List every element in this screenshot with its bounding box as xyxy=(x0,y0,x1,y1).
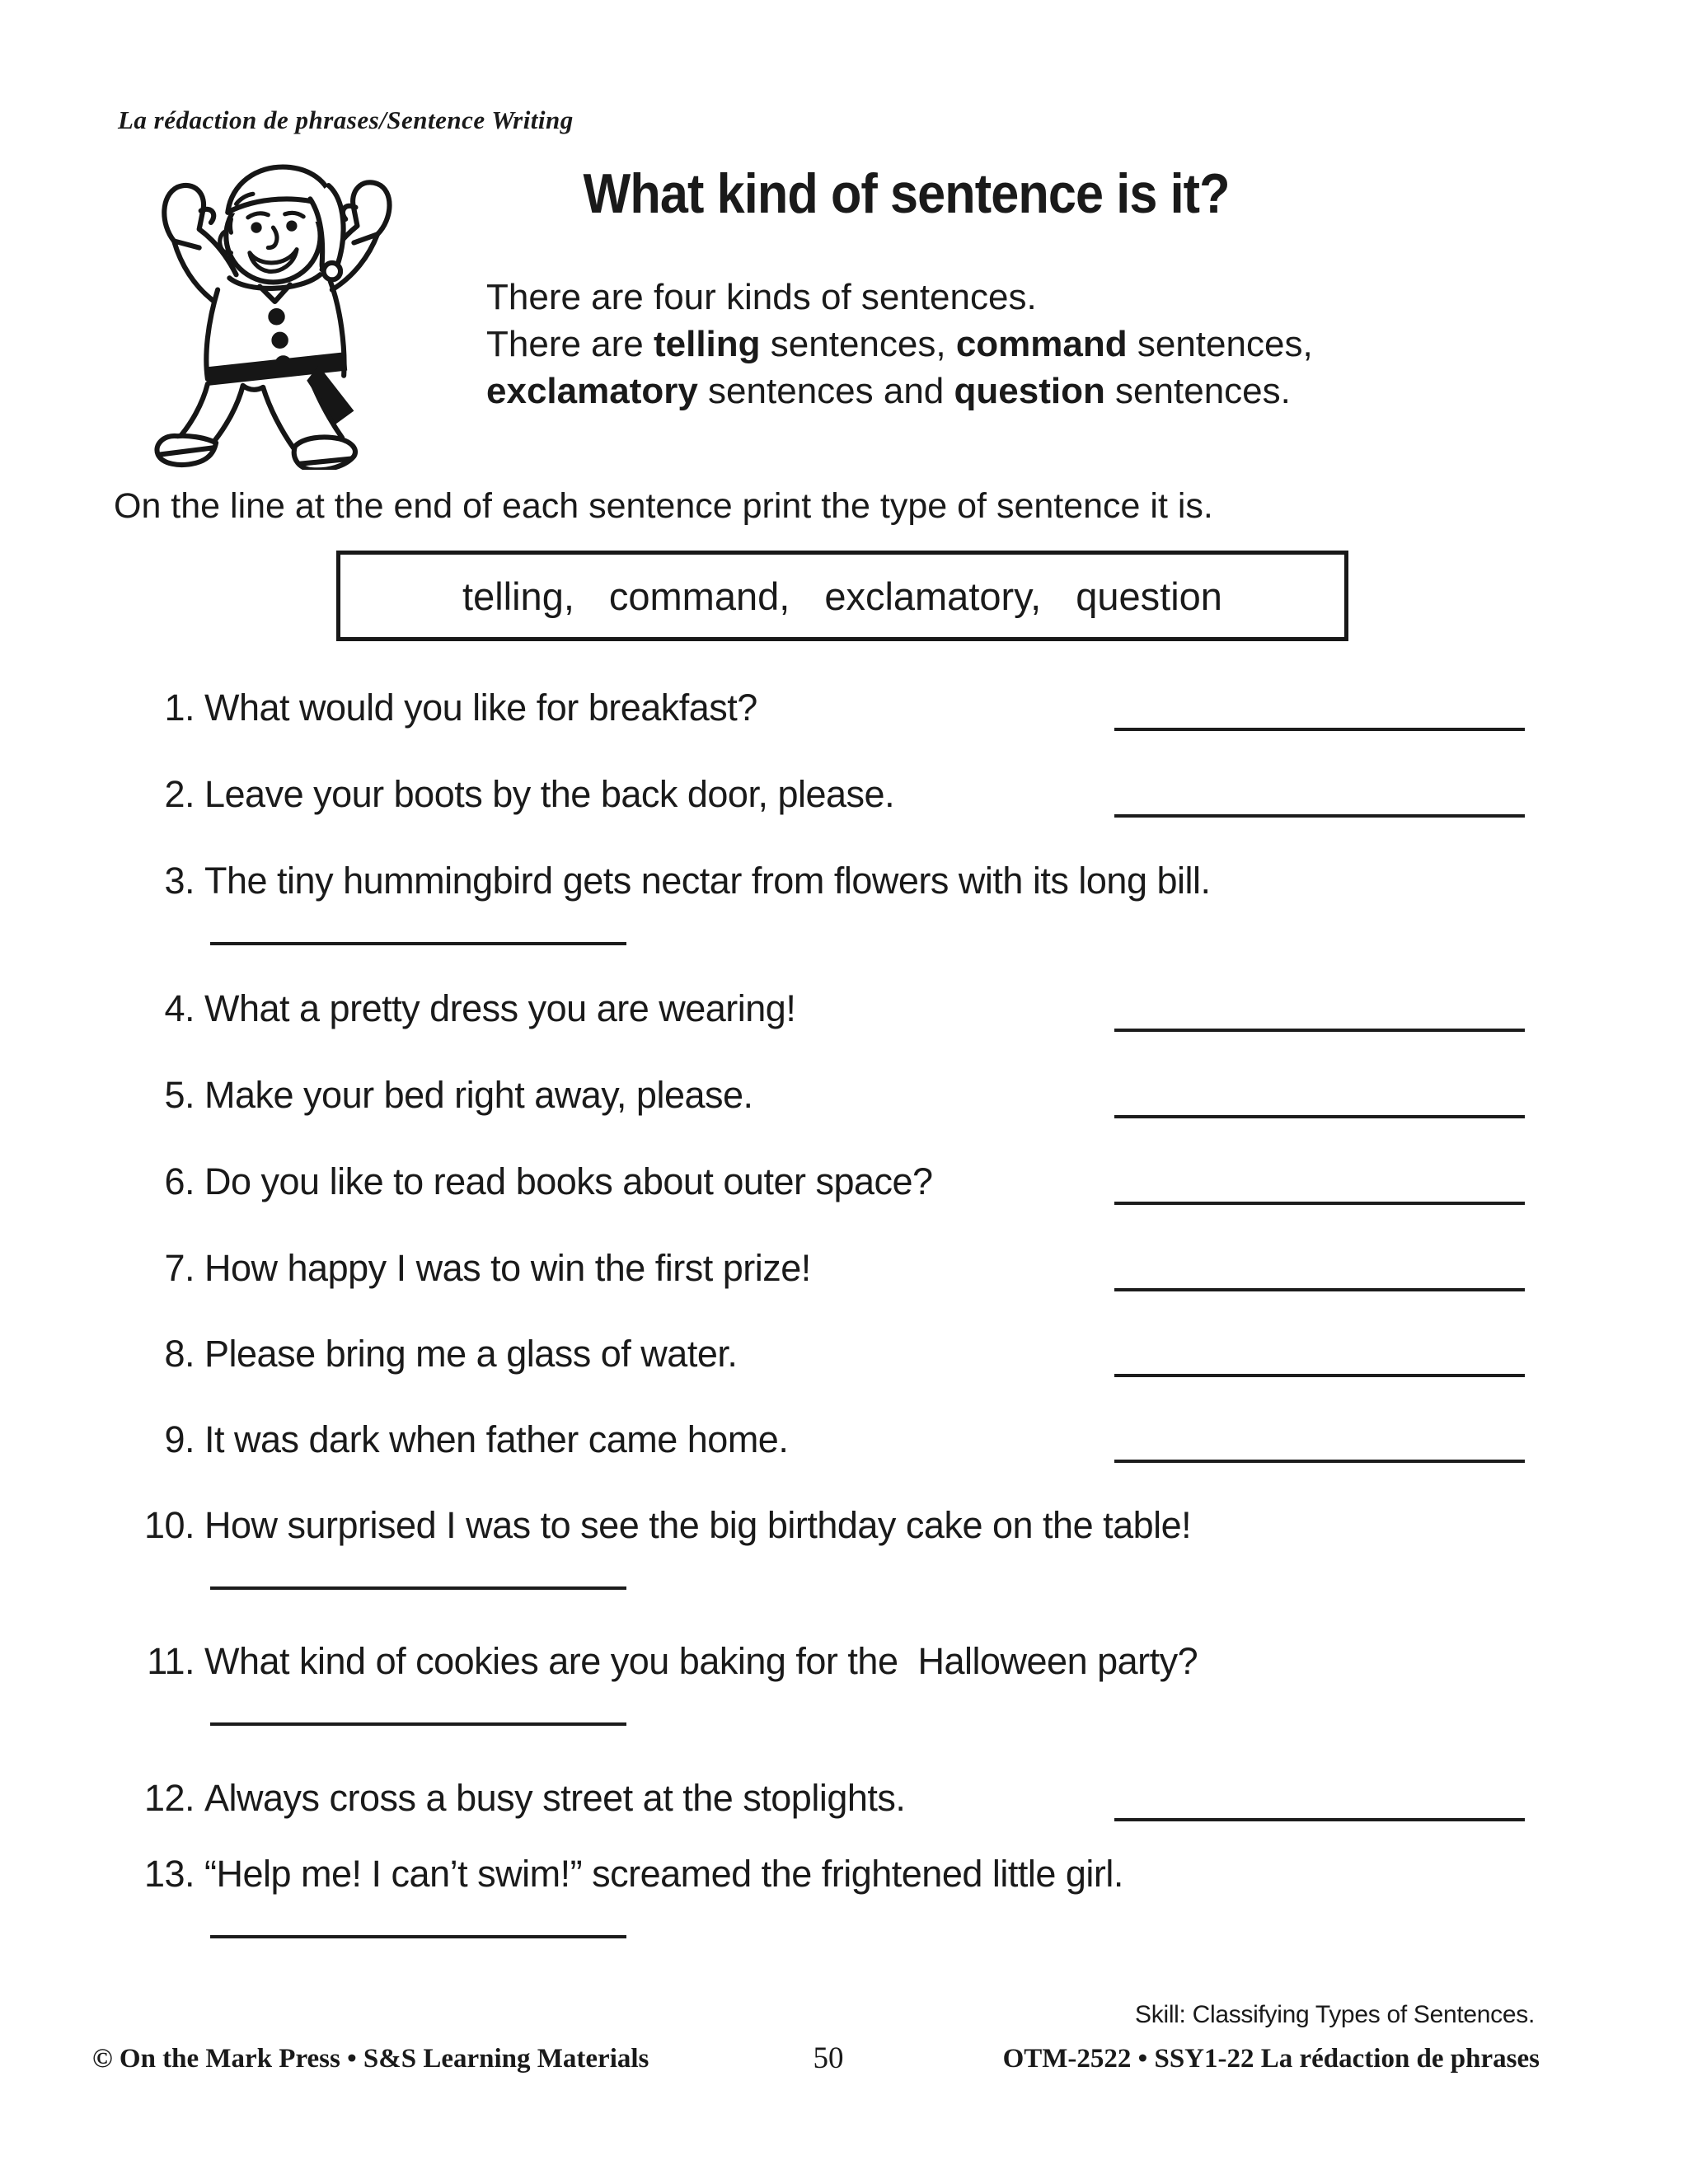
sentence-text: Make your bed right away, please. xyxy=(204,1074,753,1116)
answer-blank[interactable] xyxy=(210,1935,626,1938)
skill-note: Skill: Classifying Types of Sentences. xyxy=(1135,2001,1535,2028)
word-bank-term: exclamatory, xyxy=(824,574,1042,618)
intro-line xyxy=(486,368,1313,415)
sentence-text: Please bring me a glass of water. xyxy=(204,1333,738,1375)
sentence-item xyxy=(0,1853,1688,1902)
intro-text-segment: sentences, xyxy=(1127,324,1313,364)
sentence-text: Always cross a busy street at the stoplights. xyxy=(204,1777,906,1819)
word-bank-term: command, xyxy=(608,574,790,618)
sentence-text: The tiny hummingbird gets nectar from flowers with its long bill. xyxy=(204,860,1211,902)
product-code: OTM-2522 • SSY1-22 La rédaction de phrases xyxy=(1002,2044,1540,2074)
item-number: 8. xyxy=(164,1333,195,1375)
sentence-type-term: command xyxy=(955,324,1128,364)
cheering-child-illustration xyxy=(130,142,420,470)
item-number: 11. xyxy=(147,1640,195,1682)
intro-line xyxy=(486,274,1313,321)
intro-text-segment: sentences and xyxy=(697,371,954,411)
word-bank xyxy=(336,551,1348,641)
sentence-type-term: telling xyxy=(653,324,761,364)
page-number: 50 xyxy=(813,2041,844,2075)
item-number: 9. xyxy=(164,1418,195,1460)
answer-blank[interactable] xyxy=(1114,1288,1525,1291)
sentence-text: Leave your boots by the back door, please. xyxy=(204,773,895,815)
sentence-item xyxy=(0,860,1688,909)
answer-blank[interactable] xyxy=(1114,1202,1525,1205)
sentence-text: It was dark when father came home. xyxy=(204,1418,789,1460)
answer-blank[interactable] xyxy=(1114,1818,1525,1821)
intro-line xyxy=(486,321,1313,368)
sentence-item xyxy=(0,1640,1688,1690)
item-number: 5. xyxy=(164,1074,195,1116)
answer-blank[interactable] xyxy=(1114,728,1525,731)
answer-blank[interactable] xyxy=(1114,1115,1525,1118)
item-number: 13. xyxy=(143,1853,195,1895)
item-number: 1. xyxy=(164,687,195,729)
page-title xyxy=(429,162,1385,226)
answer-blank[interactable] xyxy=(1114,1460,1525,1463)
word-bank-term: telling, xyxy=(462,574,574,618)
sentence-text: What would you like for breakfast? xyxy=(204,687,757,729)
item-number: 3. xyxy=(164,860,195,902)
sentence-text: Do you like to read books about outer space? xyxy=(204,1160,933,1202)
page-title-text: What kind of sentence is it? xyxy=(583,162,1231,225)
word-bank-term: question xyxy=(1076,574,1222,618)
sentence-text: How happy I was to win the first prize! xyxy=(204,1247,811,1289)
answer-blank[interactable] xyxy=(1114,814,1525,818)
answer-blank[interactable] xyxy=(1114,1374,1525,1377)
sentence-type-term: question xyxy=(954,371,1105,411)
intro-text xyxy=(486,274,1313,415)
sentence-text: What a pretty dress you are wearing! xyxy=(204,987,796,1029)
intro-text-segment: There are xyxy=(486,324,654,364)
sentence-text: How surprised I was to see the big birthday cake on the table! xyxy=(204,1504,1192,1546)
intro-text-segment: sentences, xyxy=(760,324,956,364)
sentence-text: What kind of cookies are you baking for the Halloween party? xyxy=(204,1640,1198,1682)
answer-blank[interactable] xyxy=(210,1722,626,1726)
item-number: 6. xyxy=(164,1160,195,1202)
item-number: 4. xyxy=(164,987,195,1029)
copyright-text: © On the Mark Press • S&S Learning Materials xyxy=(92,2044,649,2074)
item-number: 12. xyxy=(143,1777,195,1819)
intro-text-segment: sentences. xyxy=(1104,371,1291,411)
section-label: La rédaction de phrases/Sentence Writing xyxy=(118,105,574,134)
instructions-text: On the line at the end of each sentence print the type of sentence it is. xyxy=(114,486,1213,526)
item-number: 10. xyxy=(143,1504,195,1546)
sentence-item xyxy=(0,1504,1688,1554)
cheering-child-icon xyxy=(130,142,420,470)
item-number: 7. xyxy=(164,1247,195,1289)
answer-blank[interactable] xyxy=(1114,1029,1525,1032)
intro-text-segment: There are four kinds of sentences. xyxy=(486,277,1037,317)
item-number: 2. xyxy=(164,773,195,815)
sentence-text: “Help me! I can’t swim!” screamed the frightened little girl. xyxy=(204,1853,1123,1895)
answer-blank[interactable] xyxy=(210,1586,626,1590)
answer-blank[interactable] xyxy=(210,942,626,945)
sentence-type-term: exclamatory xyxy=(486,371,698,411)
